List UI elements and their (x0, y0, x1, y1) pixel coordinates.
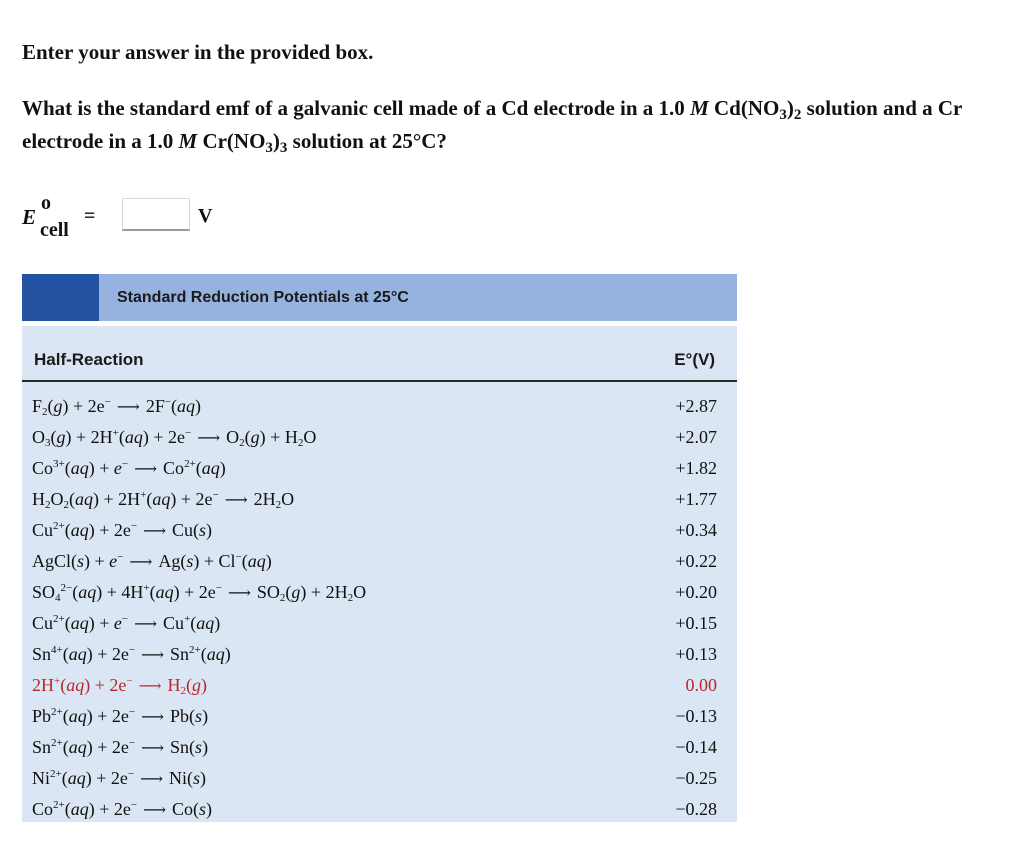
half-reaction (32, 520, 212, 541)
reactants: $Pb^{2+}(aq) + 2e^-$ (32, 706, 136, 726)
emf-symbol: E (22, 205, 37, 229)
products: Cu(s) (172, 520, 213, 540)
products: 2F−(aq) (145, 396, 202, 416)
potential-value: +0.34 (675, 520, 717, 540)
arrow-icon: ⟶ (141, 647, 165, 664)
products: $H_2(g)$ (167, 675, 208, 697)
arrow-icon: ⟶ (116, 399, 140, 416)
products: Pb(s) (170, 706, 209, 726)
reactants: $Sn^{4+}(aq) + 2e^-$ (32, 644, 136, 664)
reactants: AgCl(s) + e− (32, 551, 124, 571)
products: Sn(s) (170, 737, 209, 757)
products: Co(s) (172, 799, 213, 819)
reactants: $Cu^{2+}(aq) + 2e^-$ (32, 520, 138, 540)
arrow-icon: ⟶ (129, 554, 153, 571)
potential-value: +2.07 (675, 427, 717, 447)
unit-label: V (198, 205, 213, 227)
arrow-icon: ⟶ (143, 523, 167, 540)
reactants: $H_2O_2(aq) + 2H^+(aq) + 2e^-$ (32, 489, 219, 511)
reactants: $Sn^{2+}(aq) + 2e^-$ (32, 737, 136, 757)
reactants: $O_3(g) + 2H^+(aq) + 2e^-$ (32, 427, 192, 449)
table-row (22, 670, 737, 701)
products: Cu+(aq) (163, 613, 221, 633)
reactants: $Cu^{2+}(aq) + e^-$ (32, 613, 129, 633)
table-row (22, 515, 737, 546)
half-reaction (32, 489, 294, 510)
arrow-icon: ⟶ (140, 771, 164, 788)
half-reaction (32, 644, 231, 665)
arrow-icon: ⟶ (224, 492, 248, 509)
answer-row (22, 192, 422, 245)
table-header-accent (22, 274, 99, 321)
products: $Co^{2+}(aq)$ (163, 458, 226, 478)
table-row (22, 639, 737, 670)
potential-value: −0.25 (675, 768, 717, 788)
reactants: $Co^{2+}(aq) + 2e^-$ (32, 799, 138, 819)
potential-value: −0.14 (675, 737, 717, 757)
potential-value: +1.82 (675, 458, 717, 478)
potential-value: 0.00 (685, 675, 717, 695)
products: Ni(s) (169, 768, 207, 788)
reactants: $Co^{3+}(aq) + e^-$ (32, 458, 129, 478)
table-row (22, 608, 737, 639)
table-row (22, 763, 737, 794)
potential-value: +0.20 (675, 582, 717, 602)
question-text: What is the standard emf of a galvanic cell made of a Cd electrode in a 1.0 M $Cd(NO_3)_2$ solution and a Cr electrode in a 1.0 M $Cr(NO_3)_3$ solution at 25°C? (22, 96, 963, 156)
potential-value: −0.13 (675, 706, 717, 726)
table-row (22, 391, 737, 422)
half-reaction (32, 768, 206, 789)
half-reaction (32, 675, 207, 696)
arrow-icon: ⟶ (138, 678, 162, 695)
half-reaction (32, 458, 226, 479)
potential-value: +0.22 (675, 551, 717, 571)
answer-input[interactable] (122, 198, 190, 231)
half-reaction (32, 396, 201, 417)
arrow-icon: ⟶ (143, 802, 167, 819)
table-row (22, 701, 737, 732)
half-reaction (32, 427, 316, 448)
half-reaction (32, 613, 220, 634)
table-row (22, 732, 737, 763)
emf-standard-superscript: o (41, 192, 51, 214)
header-rule (22, 380, 737, 382)
instruction-text: Enter your answer in the provided box. (22, 40, 374, 64)
table-row (22, 577, 737, 608)
reactants: 2H+(aq) + 2e− (32, 675, 133, 695)
equals-sign: = (84, 205, 96, 227)
reduction-potentials-table (22, 274, 737, 822)
potential-value: +0.15 (675, 613, 717, 633)
arrow-icon: ⟶ (134, 461, 158, 478)
half-reaction (32, 582, 366, 603)
emf-cell-subscript: cell (40, 219, 69, 241)
arrow-icon: ⟶ (134, 616, 158, 633)
table-row (22, 794, 737, 825)
half-reaction (32, 551, 272, 572)
potential-value: +1.77 (675, 489, 717, 509)
arrow-icon: ⟶ (141, 740, 165, 757)
arrow-icon: ⟶ (141, 709, 165, 726)
table-row (22, 422, 737, 453)
table-row (22, 546, 737, 577)
potential-value: −0.28 (675, 799, 717, 819)
potential-value: +2.87 (675, 396, 717, 416)
column-header-potential: E°(V) (674, 350, 715, 369)
table-row (22, 453, 737, 484)
table-title: Standard Reduction Potentials at 25°C (117, 289, 409, 306)
products: $O_2(g) + H_2O$ (226, 427, 317, 449)
potential-value: +0.13 (675, 644, 717, 664)
products: $Sn^{2+}(aq)$ (170, 644, 231, 664)
half-reaction (32, 737, 208, 758)
header-divider (22, 321, 737, 326)
column-header-half-reaction: Half-Reaction (34, 350, 144, 369)
products: $2H_2O$ (253, 489, 295, 511)
arrow-icon: ⟶ (197, 430, 221, 447)
products: $SO_2(g) + 2H_2O$ (256, 582, 367, 604)
products: Ag(s) + Cl−(aq) (158, 551, 272, 571)
reactants: $Ni^{2+}(aq) + 2e^-$ (32, 768, 135, 788)
half-reaction (32, 799, 212, 820)
arrow-icon: ⟶ (227, 585, 251, 602)
half-reaction (32, 706, 208, 727)
reactants: $F_2(g) + 2e^-$ (32, 396, 111, 418)
reactants: $SO_4^{2-}(aq) + 4H^+(aq) + 2e^-$ (32, 582, 222, 604)
table-row (22, 484, 737, 515)
